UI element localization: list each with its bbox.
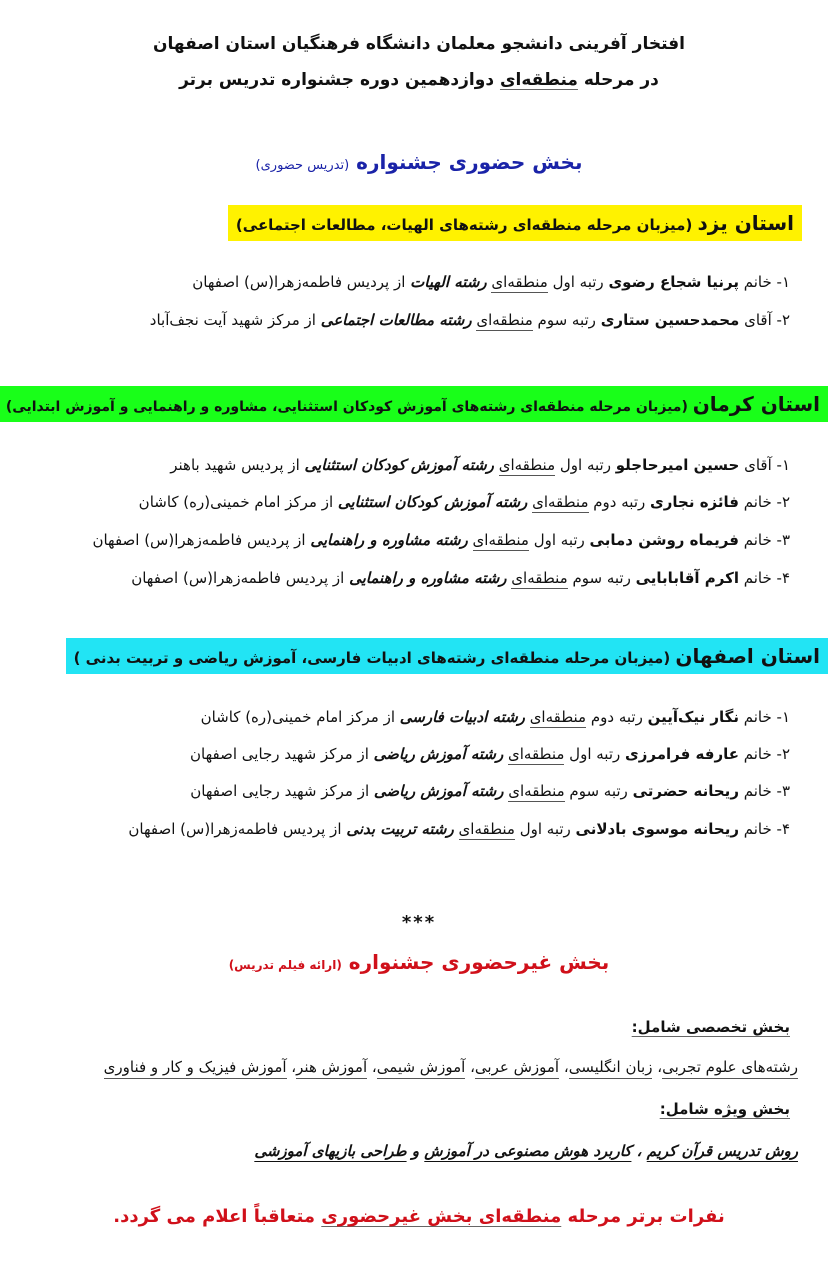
province-header-yazd: استان یزد (میزبان مرحله منطقه‌ای رشته‌های الهیات، مطالعات اجتماعی) <box>228 205 802 241</box>
special-label: بخش ویژه شامل: <box>659 1100 790 1118</box>
header-line-1: افتخار آفرینی دانشجو معلمان دانشگاه فرهنگیان استان اصفهان <box>153 34 685 54</box>
entry-row: ۱- آقای حسین امیرحاجلو رتبه اول منطقه‌ای رشته آموزش کودکان استثنایی از پردیس شهید باهنر <box>170 456 790 474</box>
specialized-label: بخش تخصصی شامل: <box>631 1018 790 1036</box>
specialized-subjects: رشته‌های علوم تجربی، زبان انگلیسی، آموزش عربی، آموزش شیمی، آموزش هنر، آموزش فیزیک و کار و فناوری <box>104 1052 798 1082</box>
entry-row: ۲- آقای محمدحسین ستاری رتبه سوم منطقه‌ای رشته مطالعات اجتماعی از مرکز شهید آیت نجف‌آباد <box>149 311 790 329</box>
final-announcement: نفرات برتر مرحله منطقه‌ای بخش غیرحضوری متعاقباً اعلام می گردد. <box>113 1206 725 1227</box>
divider-stars: *** <box>401 912 437 933</box>
entry-row: ۱- خانم نگار نیک‌آیین رتبه دوم منطقه‌ای رشته ادبیات فارسی از مرکز امام خمینی(ره) کاشان <box>200 708 790 726</box>
special-subjects: روش تدریس قرآن کریم ، کاربرد هوش مصنوعی در آموزش و طراحی بازیهای آموزشی <box>254 1142 798 1160</box>
header-line-2: در مرحله منطقه‌ای دوازدهمین دوره جشنواره تدریس برتر <box>179 70 659 90</box>
entry-row: ۳- خانم فریماه روشن دمابی رتبه اول منطقه‌ای رشته مشاوره و راهنمایی از پردیس فاطمه‌زهرا(س) اصفهان <box>92 531 790 549</box>
in-person-section-title: بخش حضوری جشنواره (تدریس حضوری) <box>255 150 583 174</box>
entry-row: ۳- خانم ریحانه حضرتی رتبه سوم منطقه‌ای رشته آموزش ریاضی از مرکز شهید رجایی اصفهان <box>190 782 790 800</box>
remote-section-title: بخش غیرحضوری جشنواره (ارائه فیلم تدریس) <box>228 950 610 974</box>
province-header-isfahan: استان اصفهان (میزبان مرحله منطقه‌ای رشته‌های ادبیات فارسی، آموزش ریاضی و تربیت بدنی ) <box>66 638 828 674</box>
entry-row: ۲- خانم عارفه فرامرزی رتبه اول منطقه‌ای رشته آموزش ریاضی از مرکز شهید رجایی اصفهان <box>190 745 790 763</box>
entry-row: ۴- خانم ریحانه موسوی بادلانی رتبه اول منطقه‌ای رشته تربیت بدنی از پردیس فاطمه‌زهرا(س) اصفهان <box>128 820 790 838</box>
entry-row: ۲- خانم فائزه نجاری رتبه دوم منطقه‌ای رشته آموزش کودکان استثنایی از مرکز امام خمینی(ره) کاشان <box>138 493 790 511</box>
entry-row: ۴- خانم اکرم آقابابایی رتبه سوم منطقه‌ای رشته مشاوره و راهنمایی از پردیس فاطمه‌زهرا(س) اصفهان <box>131 569 790 587</box>
province-header-kerman: استان کرمان (میزبان مرحله منطقه‌ای رشته‌های آموزش کودکان استثنایی، مشاوره و راهنمایی و آموزش ابتدایی) <box>0 386 828 422</box>
entry-row: ۱- خانم پرنیا شجاع رضوی رتبه اول منطقه‌ای رشته الهیات از پردیس فاطمه‌زهرا(س) اصفهان <box>192 273 790 291</box>
